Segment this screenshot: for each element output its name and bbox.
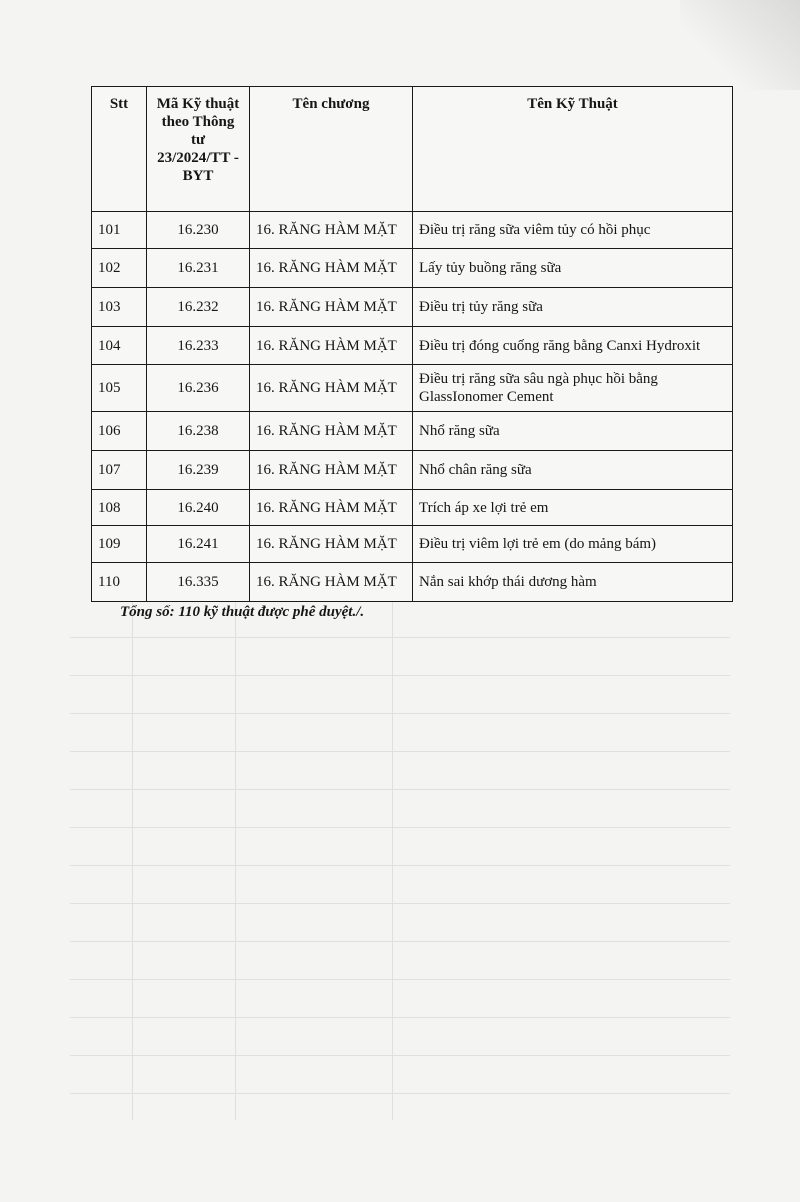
row-chapter: 16. RĂNG HÀM MẶT [250, 327, 413, 365]
technique-table [91, 86, 733, 602]
row-code: 16.241 [147, 526, 250, 563]
row-chapter: 16. RĂNG HÀM MẶT [250, 288, 413, 327]
row-name: Nhổ răng sữa [413, 412, 733, 451]
show-through-background [70, 600, 730, 1120]
row-stt: 104 [92, 327, 147, 365]
row-name: Điều trị tủy răng sữa [413, 288, 733, 327]
table-header-row [92, 87, 733, 212]
header-code: Mã Kỹ thuật theo Thông tư 23/2024/TT -BYT [147, 87, 250, 212]
header-chapter: Tên chương [250, 87, 413, 212]
row-name: Điều trị răng sữa sâu ngà phục hồi bằng GlassIonomer Cement [413, 365, 733, 412]
row-stt: 103 [92, 288, 147, 327]
table-row [92, 212, 733, 249]
row-chapter: 16. RĂNG HÀM MẶT [250, 212, 413, 249]
row-chapter: 16. RĂNG HÀM MẶT [250, 365, 413, 412]
row-name: Nhổ chân răng sữa [413, 451, 733, 490]
row-code: 16.233 [147, 327, 250, 365]
row-code: 16.238 [147, 412, 250, 451]
row-stt: 106 [92, 412, 147, 451]
row-stt: 105 [92, 365, 147, 412]
table-row [92, 526, 733, 563]
row-stt: 101 [92, 212, 147, 249]
row-name: Điều trị đóng cuống răng bằng Canxi Hydroxit [413, 327, 733, 365]
row-name: Điều trị răng sữa viêm tủy có hồi phục [413, 212, 733, 249]
table-row [92, 451, 733, 490]
row-code: 16.239 [147, 451, 250, 490]
row-chapter: 16. RĂNG HÀM MẶT [250, 563, 413, 602]
row-name: Nắn sai khớp thái dương hàm [413, 563, 733, 602]
row-stt: 107 [92, 451, 147, 490]
row-stt: 102 [92, 249, 147, 288]
row-code: 16.230 [147, 212, 250, 249]
row-chapter: 16. RĂNG HÀM MẶT [250, 249, 413, 288]
row-code: 16.232 [147, 288, 250, 327]
header-name: Tên Kỹ Thuật [413, 87, 733, 212]
row-chapter: 16. RĂNG HÀM MẶT [250, 526, 413, 563]
table-row [92, 412, 733, 451]
table-row [92, 288, 733, 327]
table-row [92, 249, 733, 288]
table-row [92, 327, 733, 365]
row-chapter: 16. RĂNG HÀM MẶT [250, 451, 413, 490]
row-code: 16.240 [147, 490, 250, 526]
row-code: 16.231 [147, 249, 250, 288]
page-corner-shadow [680, 0, 800, 90]
row-stt: 109 [92, 526, 147, 563]
table-row [92, 490, 733, 526]
header-stt: Stt [92, 87, 147, 212]
row-chapter: 16. RĂNG HÀM MẶT [250, 412, 413, 451]
total-summary: Tổng số: 110 kỹ thuật được phê duyệt./. [120, 604, 365, 620]
table-row [92, 365, 733, 412]
row-stt: 108 [92, 490, 147, 526]
row-chapter: 16. RĂNG HÀM MẶT [250, 490, 413, 526]
row-name: Trích áp xe lợi trẻ em [413, 490, 733, 526]
row-name: Điều trị viêm lợi trẻ em (do mảng bám) [413, 526, 733, 563]
row-stt: 110 [92, 563, 147, 602]
row-code: 16.335 [147, 563, 250, 602]
table-row [92, 563, 733, 602]
row-code: 16.236 [147, 365, 250, 412]
row-name: Lấy tủy buồng răng sữa [413, 249, 733, 288]
